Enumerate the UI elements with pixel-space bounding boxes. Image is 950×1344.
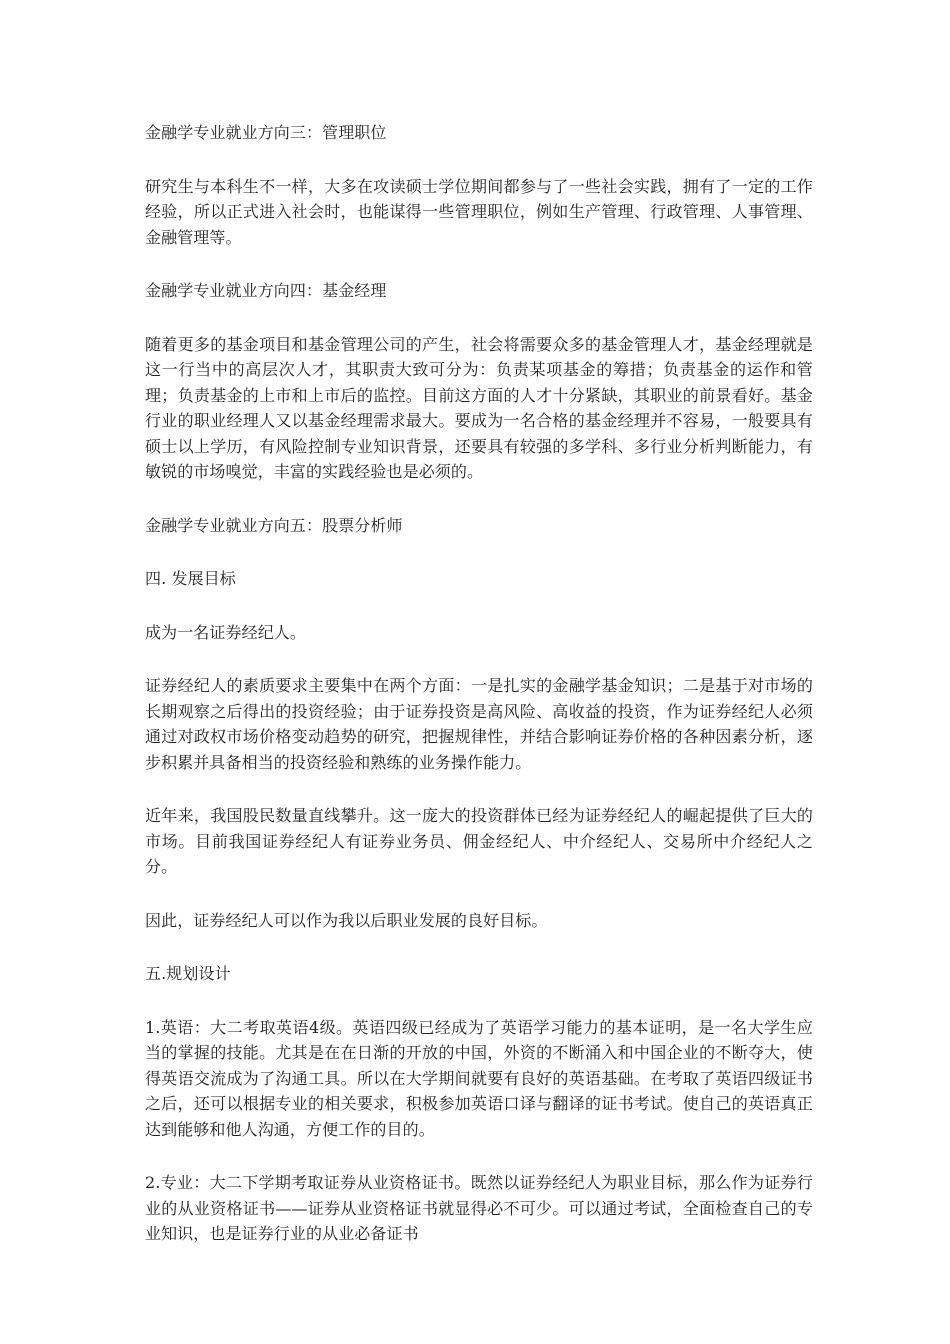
paragraph-goal-statement: 成为一名证券经纪人。 <box>145 622 307 642</box>
section-heading-stock-analyst: 金融学专业就业方向五：股票分析师 <box>145 515 403 535</box>
paragraph-english-plan: 1.英语：大二考取英语4级。英语四级已经成为了英语学习能力的基本证明，是一名大学生应当的掌握的技能。尤其是在在日渐的开放的中国，外资的不断涌入和中国企业的不断夺大，使得英语交流成为了沟通工具。所以在大学期间就要有良好的英语基础。在考取了英语四级证书之后，还可以根据专业的相关要求，积极参加英语口译与翻译的证书考试。使自己的英语真正达到能够和他人沟通，方便工作的目的。 <box>145 1017 813 1139</box>
paragraph-broker-requirements: 证券经纪人的素质要求主要集中在两个方面：一是扎实的金融学基金知识；二是基于对市场的长期观察之后得出的投资经验；由于证券投资是高风险、高收益的投资，作为证券经纪人必须通过对政权市场价格变动趋势的研究，把握规律性，并结合影响证券价格的各种因素分析，逐步积累并具备相当的投资经验和熟练的业务操作能力。 <box>145 676 813 772</box>
section-heading-management-position: 金融学专业就业方向三：管理职位 <box>145 123 387 142</box>
section-heading-planning-design: 五.规划设计 <box>145 964 231 983</box>
paragraph-fund-manager: 随着更多的基金项目和基金管理公司的产生，社会将需要众多的基金管理人才，基金经理就是这一行当中的高层次人才，其职责大致可分为：负责某项基金的筹措；负责基金的运作和管理；负责基金的上市和上市后的监控。目前这方面的人才十分紧缺，其职业的前景看好。基金行业的职业经理人又以基金经理需求最大。要成为一名合格的基金经理并不容易，一般要具有硕士以上学历，有风险控制专业知识背景，还要具有较强的多学科、多行业分析判断能力，有敏锐的市场嗅觉，丰富的实践经验也是必须的。 <box>145 334 813 481</box>
section-heading-development-goal: 四. 发展目标 <box>145 569 236 588</box>
paragraph-professional-plan: 2.专业：大二下学期考取证券从业资格证书。既然以证券经纪人为职业目标，那么作为证券行业的从业资格证书——证券从业资格证书就显得必不可少。可以通过考试，全面检查自己的专业知识，也是证券行业的从业必备证书 <box>145 1173 813 1243</box>
paragraph-management-position: 研究生与本科生不一样，大多在攻读硕士学位期间都参与了一些社会实践，拥有了一定的工作经验，所以正式进入社会时，也能谋得一些管理职位，例如生产管理、行政管理、人事管理、金融管理等。 <box>145 176 813 247</box>
document-body <box>145 120 813 1275</box>
section-heading-fund-manager: 金融学专业就业方向四：基金经理 <box>145 281 387 300</box>
paragraph-market-growth: 近年来，我国股民数量直线攀升。这一庞大的投资群体已经为证券经纪人的崛起提供了巨大的市场。目前我国证券经纪人有证券业务员、佣金经纪人、中介经纪人、交易所中介经纪人之分。 <box>145 806 813 876</box>
paragraph-goal-conclusion: 因此，证券经纪人可以作为我以后职业发展的良好目标。 <box>145 910 548 930</box>
